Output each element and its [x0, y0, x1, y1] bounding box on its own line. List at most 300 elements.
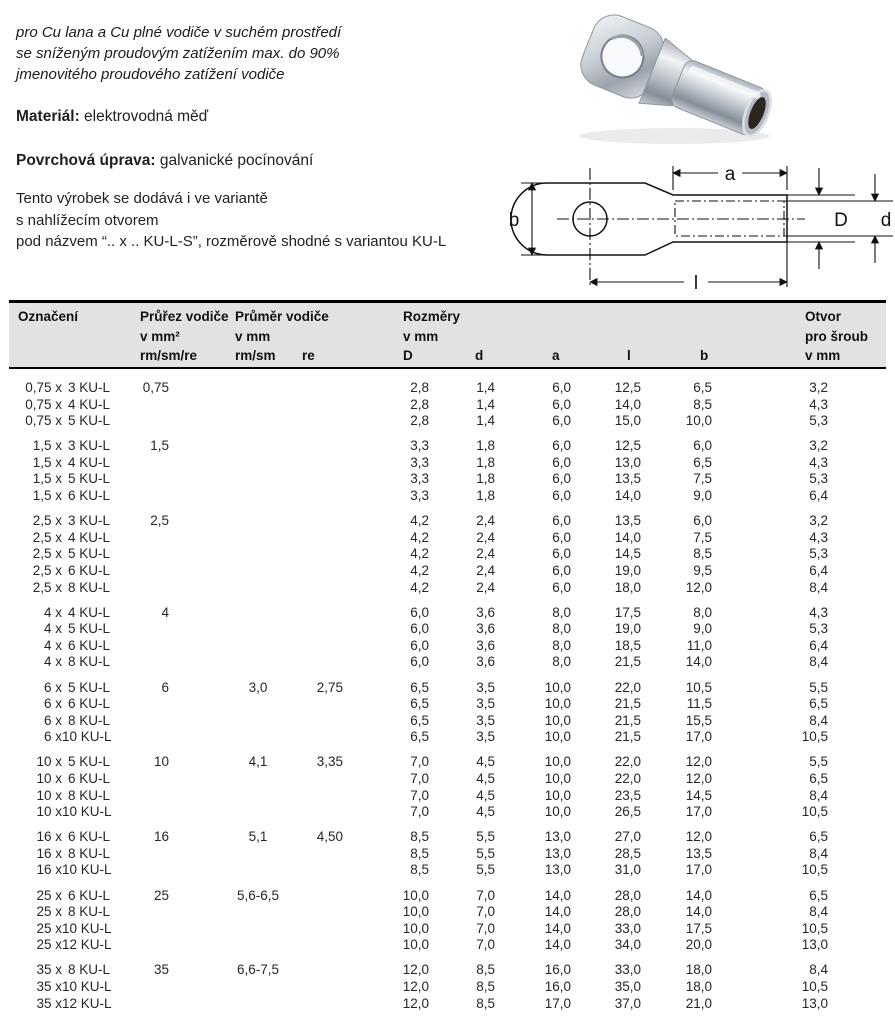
cell-dim-d: 5,5 — [476, 862, 495, 878]
cell-dim-b: 10,5 — [685, 679, 712, 695]
cell-diameter-re — [316, 771, 343, 788]
cell-dim-D: 2,8 — [410, 396, 429, 412]
spec-table-header — [9, 300, 886, 369]
dim-label-D: D — [834, 210, 848, 231]
cell-dim-l: 21,5 — [614, 654, 641, 670]
cell-dim-d: 1,4 — [476, 380, 495, 395]
cell-cross-section: 0,75 — [142, 380, 169, 395]
cell-dim-l: 33,0 — [614, 962, 641, 978]
spec-row — [9, 513, 886, 530]
cell-dim-l: 12,5 — [614, 380, 641, 395]
cell-diameter-rmsm — [169, 771, 316, 788]
cell-designation-type: 8 KU-L — [67, 712, 110, 728]
spec-row — [9, 862, 886, 879]
cell-designation-type: 6 KU-L — [67, 770, 110, 786]
cell-diameter-rmsm — [169, 488, 316, 505]
cell-dim-l: 19,0 — [614, 562, 641, 578]
cell-cross-section — [110, 580, 169, 597]
cell-diameter-re — [316, 862, 343, 879]
cell-dim-l: 22,0 — [614, 770, 641, 786]
cell-diameter-re — [316, 804, 343, 821]
cell-designation-size: 35 x — [36, 995, 62, 1011]
cell-dim-b: 11,0 — [686, 637, 712, 653]
spec-row — [9, 455, 886, 472]
cell-dim-b: 12,0 — [685, 770, 712, 786]
cell-diameter-rmsm — [169, 513, 316, 530]
cell-screw-hole: 3,2 — [809, 438, 828, 454]
variant-note-line: pod názvem “.. x .. KU-L-S”, rozměrově shodné s variantou KU-L — [16, 233, 447, 250]
cell-dim-D: 4,2 — [410, 546, 429, 562]
cell-diameter-re — [316, 513, 343, 530]
cell-dim-a: 10,0 — [544, 696, 571, 712]
cell-dim-b: 20,0 — [685, 937, 712, 953]
cell-cross-section: 10 — [153, 754, 169, 770]
dim-label-a: a — [724, 164, 736, 185]
cell-dim-b: 13,5 — [685, 845, 712, 861]
cell-screw-hole: 6,4 — [809, 637, 828, 653]
cell-dim-D: 8,5 — [410, 845, 429, 861]
cell-diameter-re — [316, 846, 343, 863]
cell-screw-hole: 5,5 — [809, 679, 828, 695]
cell-dim-a: 6,0 — [552, 396, 571, 412]
cell-dim-d: 4,5 — [476, 754, 495, 770]
cell-cross-section — [110, 921, 169, 938]
cell-screw-hole: 5,3 — [809, 471, 828, 487]
cell-designation-type: 6 KU-L — [67, 696, 110, 712]
cell-cross-section — [110, 804, 169, 821]
cell-dim-D: 7,0 — [410, 804, 429, 820]
hdr-diameter-re: re — [302, 348, 315, 363]
cell-designation-type: 10 KU-L — [62, 979, 112, 994]
cell-dim-D: 12,0 — [402, 979, 429, 994]
cell-dim-l: 18,5 — [614, 637, 641, 653]
dimension-drawing — [503, 150, 893, 298]
cell-dim-a: 6,0 — [552, 454, 571, 470]
cell-screw-hole: 4,3 — [809, 454, 828, 470]
cell-designation-type: 3 KU-L — [67, 438, 110, 454]
cell-designation-type: 5 KU-L — [67, 754, 110, 770]
cell-dim-b: 9,0 — [693, 621, 712, 637]
cell-designation-size: 25 x — [36, 937, 62, 953]
spec-table-body — [9, 369, 886, 1012]
cell-diameter-re — [316, 654, 343, 671]
hdr-designation: Označení — [18, 309, 79, 324]
cell-dim-d: 8,5 — [476, 995, 495, 1011]
cell-dim-d: 2,4 — [476, 529, 495, 545]
cell-dim-l: 35,0 — [614, 979, 641, 994]
cell-diameter-re — [316, 788, 343, 805]
cell-diameter-rmsm — [169, 605, 316, 622]
cell-dim-a: 6,0 — [552, 380, 571, 395]
spec-row — [9, 580, 886, 597]
cell-screw-hole: 6,4 — [809, 562, 828, 578]
cell-diameter-re — [316, 605, 343, 622]
cell-designation-type: 10 KU-L — [62, 920, 112, 936]
hdr-diameter-unit: v mm — [235, 329, 271, 344]
cell-designation-type: 10 KU-L — [62, 862, 112, 878]
cell-dim-D: 7,0 — [410, 787, 429, 803]
cell-designation-size: 35 x — [36, 979, 62, 994]
cell-dim-b: 14,0 — [685, 887, 712, 903]
cell-dim-d: 7,0 — [476, 937, 495, 953]
hdr-cross-section: Průřez vodiče — [140, 309, 229, 324]
cell-dim-a: 10,0 — [544, 754, 571, 770]
cell-dim-l: 33,0 — [614, 920, 641, 936]
cell-dim-b: 17,0 — [685, 862, 712, 878]
cell-screw-hole: 4,3 — [809, 396, 828, 412]
spec-row — [9, 530, 886, 547]
cell-cross-section — [110, 771, 169, 788]
cell-designation-size: 0,75 x — [25, 396, 62, 412]
dim-label-d: d — [880, 210, 892, 231]
cell-dim-d: 1,8 — [476, 471, 495, 487]
cell-diameter-rmsm — [169, 937, 316, 954]
cell-diameter-re: 3,35 — [316, 754, 343, 770]
cell-dim-D: 2,8 — [410, 380, 429, 395]
cell-screw-hole: 10,5 — [801, 862, 828, 878]
cell-diameter-re — [316, 696, 343, 713]
cell-diameter-re — [316, 638, 343, 655]
cell-designation-size: 4 x — [43, 604, 62, 620]
cell-diameter-re — [316, 455, 343, 472]
cell-designation-type: 10 KU-L — [62, 804, 112, 820]
cell-diameter-re — [316, 888, 343, 905]
cell-dim-d: 3,6 — [476, 654, 495, 670]
cell-cross-section — [110, 397, 169, 414]
cell-dim-D: 3,3 — [410, 438, 429, 454]
cell-dim-d: 5,5 — [476, 845, 495, 861]
cell-diameter-rmsm — [169, 996, 316, 1013]
cell-designation-size: 25 x — [36, 887, 62, 903]
spec-row — [9, 438, 886, 455]
cell-designation-size: 16 x — [36, 845, 62, 861]
cell-dim-d: 7,0 — [476, 920, 495, 936]
spec-row — [9, 380, 886, 397]
cell-designation-type: 3 KU-L — [67, 380, 110, 395]
cell-designation-size: 25 x — [36, 920, 62, 936]
cell-diameter-re — [316, 979, 343, 996]
cell-dim-d: 3,5 — [476, 712, 495, 728]
cell-dim-b: 18,0 — [685, 979, 712, 994]
cell-dim-D: 10,0 — [402, 887, 429, 903]
cell-designation-type: 8 KU-L — [67, 654, 110, 670]
cell-dim-b: 10,0 — [685, 413, 712, 429]
cell-dim-a: 8,0 — [552, 654, 571, 670]
cell-screw-hole: 3,2 — [809, 513, 828, 529]
cell-dim-l: 21,5 — [614, 729, 641, 745]
cell-cross-section — [110, 413, 169, 430]
cell-dim-D: 12,0 — [402, 995, 429, 1011]
variant-note-line: Tento výrobek se dodává i ve variantě — [16, 190, 268, 207]
cell-screw-hole: 6,5 — [809, 887, 828, 903]
cell-dim-D: 6,5 — [410, 712, 429, 728]
cell-dim-D: 10,0 — [402, 920, 429, 936]
cell-diameter-rmsm — [169, 804, 316, 821]
cell-designation-size: 2,5 x — [32, 529, 62, 545]
spec-row — [9, 696, 886, 713]
cell-dim-d: 3,5 — [476, 679, 495, 695]
cell-dim-b: 7,5 — [693, 471, 712, 487]
cell-dim-d: 1,8 — [476, 454, 495, 470]
cell-designation-size: 1,5 x — [32, 454, 62, 470]
spec-row — [9, 605, 886, 622]
cell-diameter-rmsm — [169, 563, 316, 580]
cell-dim-a: 10,0 — [544, 679, 571, 695]
cell-screw-hole: 8,4 — [809, 654, 828, 670]
hdr-dimensions: Rozměry — [403, 309, 461, 324]
cell-designation-type: 8 KU-L — [67, 962, 110, 978]
cell-dim-l: 28,5 — [614, 845, 641, 861]
cell-designation-size: 1,5 x — [32, 488, 62, 504]
cell-cross-section: 2,5 — [150, 513, 169, 529]
cell-dim-D: 3,3 — [410, 488, 429, 504]
cell-cross-section: 35 — [153, 962, 169, 978]
cell-dim-b: 15,5 — [685, 712, 712, 728]
cell-cross-section — [110, 729, 169, 746]
hdr-dim-l: l — [627, 348, 631, 363]
cell-screw-hole: 6,5 — [809, 770, 828, 786]
spec-table — [9, 300, 886, 1012]
cell-diameter-re — [316, 729, 343, 746]
spec-row — [9, 904, 886, 921]
cell-dim-b: 17,5 — [685, 920, 712, 936]
cell-screw-hole: 13,0 — [801, 937, 828, 953]
cell-dim-d: 5,5 — [476, 829, 495, 845]
cell-dim-a: 6,0 — [552, 513, 571, 529]
cell-diameter-re — [316, 397, 343, 414]
cell-dim-a: 6,0 — [552, 413, 571, 429]
cell-diameter-rmsm — [169, 729, 316, 746]
cell-designation-type: 5 KU-L — [67, 546, 110, 562]
cell-dim-D: 12,0 — [402, 962, 429, 978]
cell-diameter-rmsm — [169, 580, 316, 597]
cell-cross-section — [110, 862, 169, 879]
usage-note — [16, 22, 516, 85]
cell-diameter-re — [316, 380, 343, 397]
cell-diameter-rmsm: 5,1 — [248, 829, 268, 845]
cell-designation-type: 5 KU-L — [67, 413, 110, 429]
cell-diameter-rmsm — [169, 638, 316, 655]
cell-designation-type: 12 KU-L — [62, 995, 112, 1011]
cell-dim-a: 6,0 — [552, 471, 571, 487]
cell-designation-size: 6 x — [43, 679, 62, 695]
cell-diameter-rmsm — [169, 530, 316, 547]
hdr-dim-b: b — [700, 348, 709, 363]
hdr-dim-a: a — [552, 348, 560, 363]
cell-diameter-re — [316, 488, 343, 505]
hdr-screw-hole-2: pro šroub — [805, 329, 868, 344]
cell-diameter-rmsm — [169, 413, 316, 430]
cell-diameter-re — [316, 713, 343, 730]
cell-dim-l: 13,5 — [614, 471, 641, 487]
cell-screw-hole: 8,4 — [809, 579, 828, 595]
cell-screw-hole: 5,3 — [809, 546, 828, 562]
cell-dim-b: 6,5 — [693, 454, 712, 470]
cell-dim-a: 14,0 — [544, 887, 571, 903]
cell-designation-type: 8 KU-L — [67, 904, 110, 920]
cell-cross-section — [110, 788, 169, 805]
cell-designation-type: 12 KU-L — [62, 937, 112, 953]
cell-designation-type: 4 KU-L — [67, 454, 110, 470]
cell-cross-section — [110, 996, 169, 1013]
cell-designation-size: 6 x — [43, 696, 62, 712]
cell-designation-size: 1,5 x — [32, 471, 62, 487]
cell-designation-size: 25 x — [36, 904, 62, 920]
cell-cross-section — [110, 530, 169, 547]
cell-designation-type: 6 KU-L — [67, 488, 110, 504]
hdr-cross-section-sub: rm/sm/re — [140, 348, 198, 363]
cell-designation-type: 4 KU-L — [67, 529, 110, 545]
cell-dim-d: 2,4 — [476, 562, 495, 578]
cell-cross-section — [110, 563, 169, 580]
cell-cross-section — [110, 654, 169, 671]
product-photo — [553, 4, 805, 152]
spec-row — [9, 729, 886, 746]
cell-diameter-rmsm: 3,0 — [248, 679, 268, 695]
cell-screw-hole: 4,3 — [809, 604, 828, 620]
cell-dim-D: 10,0 — [402, 904, 429, 920]
cell-diameter-rmsm: 6,6-7,5 — [236, 962, 280, 978]
usage-note-line: pro Cu lana a Cu plné vodiče v suchém prostředí — [16, 24, 342, 41]
cell-dim-d: 2,4 — [476, 513, 495, 529]
hdr-screw-hole-unit: v mm — [805, 348, 841, 363]
cell-designation-type: 6 KU-L — [67, 829, 110, 845]
cell-dim-a: 16,0 — [544, 962, 571, 978]
cell-designation-size: 16 x — [36, 829, 62, 845]
cell-dim-l: 14,0 — [614, 488, 641, 504]
cell-screw-hole: 10,5 — [801, 729, 828, 745]
spec-row — [9, 563, 886, 580]
cell-dim-b: 8,5 — [693, 396, 712, 412]
cell-dim-d: 3,6 — [476, 604, 495, 620]
cell-dim-D: 8,5 — [410, 862, 429, 878]
cell-diameter-re — [316, 904, 343, 921]
cell-diameter-re — [316, 413, 343, 430]
cell-dim-b: 6,5 — [693, 380, 712, 395]
cell-dim-l: 22,0 — [614, 679, 641, 695]
cell-designation-size: 10 x — [36, 754, 62, 770]
hdr-diameter-rmsm: rm/sm — [235, 348, 276, 363]
cell-designation-size: 0,75 x — [25, 413, 62, 429]
cell-cross-section — [110, 488, 169, 505]
cell-dim-l: 26,5 — [614, 804, 641, 820]
cell-dim-a: 17,0 — [544, 995, 571, 1011]
spec-row — [9, 921, 886, 938]
cell-screw-hole: 5,5 — [809, 754, 828, 770]
cell-dim-l: 21,5 — [614, 712, 641, 728]
cell-dim-D: 6,5 — [410, 696, 429, 712]
cell-dim-d: 8,5 — [476, 979, 495, 994]
cell-dim-d: 3,6 — [476, 637, 495, 653]
cell-designation-size: 0,75 x — [25, 380, 62, 395]
hdr-dimensions-unit: v mm — [403, 329, 439, 344]
centerlines — [557, 168, 805, 288]
cell-dim-D: 3,3 — [410, 454, 429, 470]
cell-dim-D: 4,2 — [410, 562, 429, 578]
cell-dim-b: 9,5 — [693, 562, 712, 578]
cell-dim-D: 6,0 — [410, 604, 429, 620]
cell-cross-section: 16 — [153, 829, 169, 845]
cell-screw-hole: 5,3 — [809, 621, 828, 637]
variant-note-line: s nahlížecím otvorem — [16, 211, 159, 229]
cell-diameter-rmsm — [169, 713, 316, 730]
cell-designation-type: 10 KU-L — [62, 729, 112, 745]
cell-screw-hole: 6,5 — [809, 696, 828, 712]
cell-screw-hole: 8,4 — [809, 904, 828, 920]
cell-designation-size: 1,5 x — [32, 438, 62, 454]
cell-diameter-rmsm: 5,6-6,5 — [236, 887, 280, 903]
variant-note — [16, 188, 446, 253]
spec-row — [9, 680, 886, 697]
cell-diameter-rmsm — [169, 788, 316, 805]
cell-diameter-re — [316, 580, 343, 597]
cell-dim-b: 17,0 — [685, 729, 712, 745]
cell-dim-d: 8,5 — [476, 962, 495, 978]
cell-cross-section: 25 — [153, 887, 169, 903]
cell-dim-l: 31,0 — [614, 862, 641, 878]
cell-designation-size: 2,5 x — [32, 513, 62, 529]
cell-diameter-rmsm — [169, 904, 316, 921]
cell-designation-size: 4 x — [43, 621, 62, 637]
cell-dim-l: 17,5 — [614, 604, 641, 620]
material-label: Materiál: — [16, 108, 80, 125]
cell-dim-a: 10,0 — [544, 712, 571, 728]
cell-dim-a: 13,0 — [544, 829, 571, 845]
cell-designation-size: 6 x — [43, 729, 62, 745]
cell-dim-a: 6,0 — [552, 579, 571, 595]
spec-row — [9, 962, 886, 979]
cell-dim-d: 4,5 — [476, 804, 495, 820]
cell-dim-d: 4,5 — [476, 787, 495, 803]
cell-dim-d: 7,0 — [476, 904, 495, 920]
cell-diameter-re — [316, 438, 343, 455]
cell-designation-size: 2,5 x — [32, 562, 62, 578]
hdr-dim-d: d — [475, 348, 484, 363]
cell-diameter-re — [316, 471, 343, 488]
cell-dim-l: 37,0 — [614, 995, 641, 1011]
cell-diameter-re: 4,50 — [316, 829, 343, 845]
cell-dim-b: 7,5 — [693, 529, 712, 545]
cell-dim-b: 11,5 — [686, 696, 712, 712]
cell-screw-hole: 13,0 — [801, 995, 828, 1011]
cell-diameter-rmsm — [169, 696, 316, 713]
cell-diameter-rmsm — [169, 979, 316, 996]
cell-dim-l: 14,5 — [614, 546, 641, 562]
cell-cross-section — [110, 471, 169, 488]
cell-diameter-rmsm — [169, 397, 316, 414]
cell-cross-section — [110, 937, 169, 954]
surface-label: Povrchová úprava: — [16, 152, 156, 169]
cell-screw-hole: 8,4 — [809, 787, 828, 803]
cell-cross-section — [110, 979, 169, 996]
cell-dim-l: 13,0 — [614, 454, 641, 470]
cell-dim-b: 6,0 — [693, 438, 712, 454]
cell-diameter-re: 2,75 — [316, 679, 343, 695]
cell-designation-size: 4 x — [43, 637, 62, 653]
spec-row — [9, 979, 886, 996]
cell-dim-l: 13,5 — [614, 513, 641, 529]
cell-designation-size: 10 x — [36, 804, 62, 820]
cell-dim-l: 14,0 — [614, 396, 641, 412]
cell-dim-b: 6,0 — [693, 513, 712, 529]
cell-dim-b: 18,0 — [685, 962, 712, 978]
cell-diameter-rmsm — [169, 471, 316, 488]
cell-cross-section — [110, 621, 169, 638]
hdr-dim-D: D — [403, 348, 413, 363]
cell-diameter-rmsm — [169, 921, 316, 938]
cell-diameter-re — [316, 937, 343, 954]
spec-row — [9, 846, 886, 863]
